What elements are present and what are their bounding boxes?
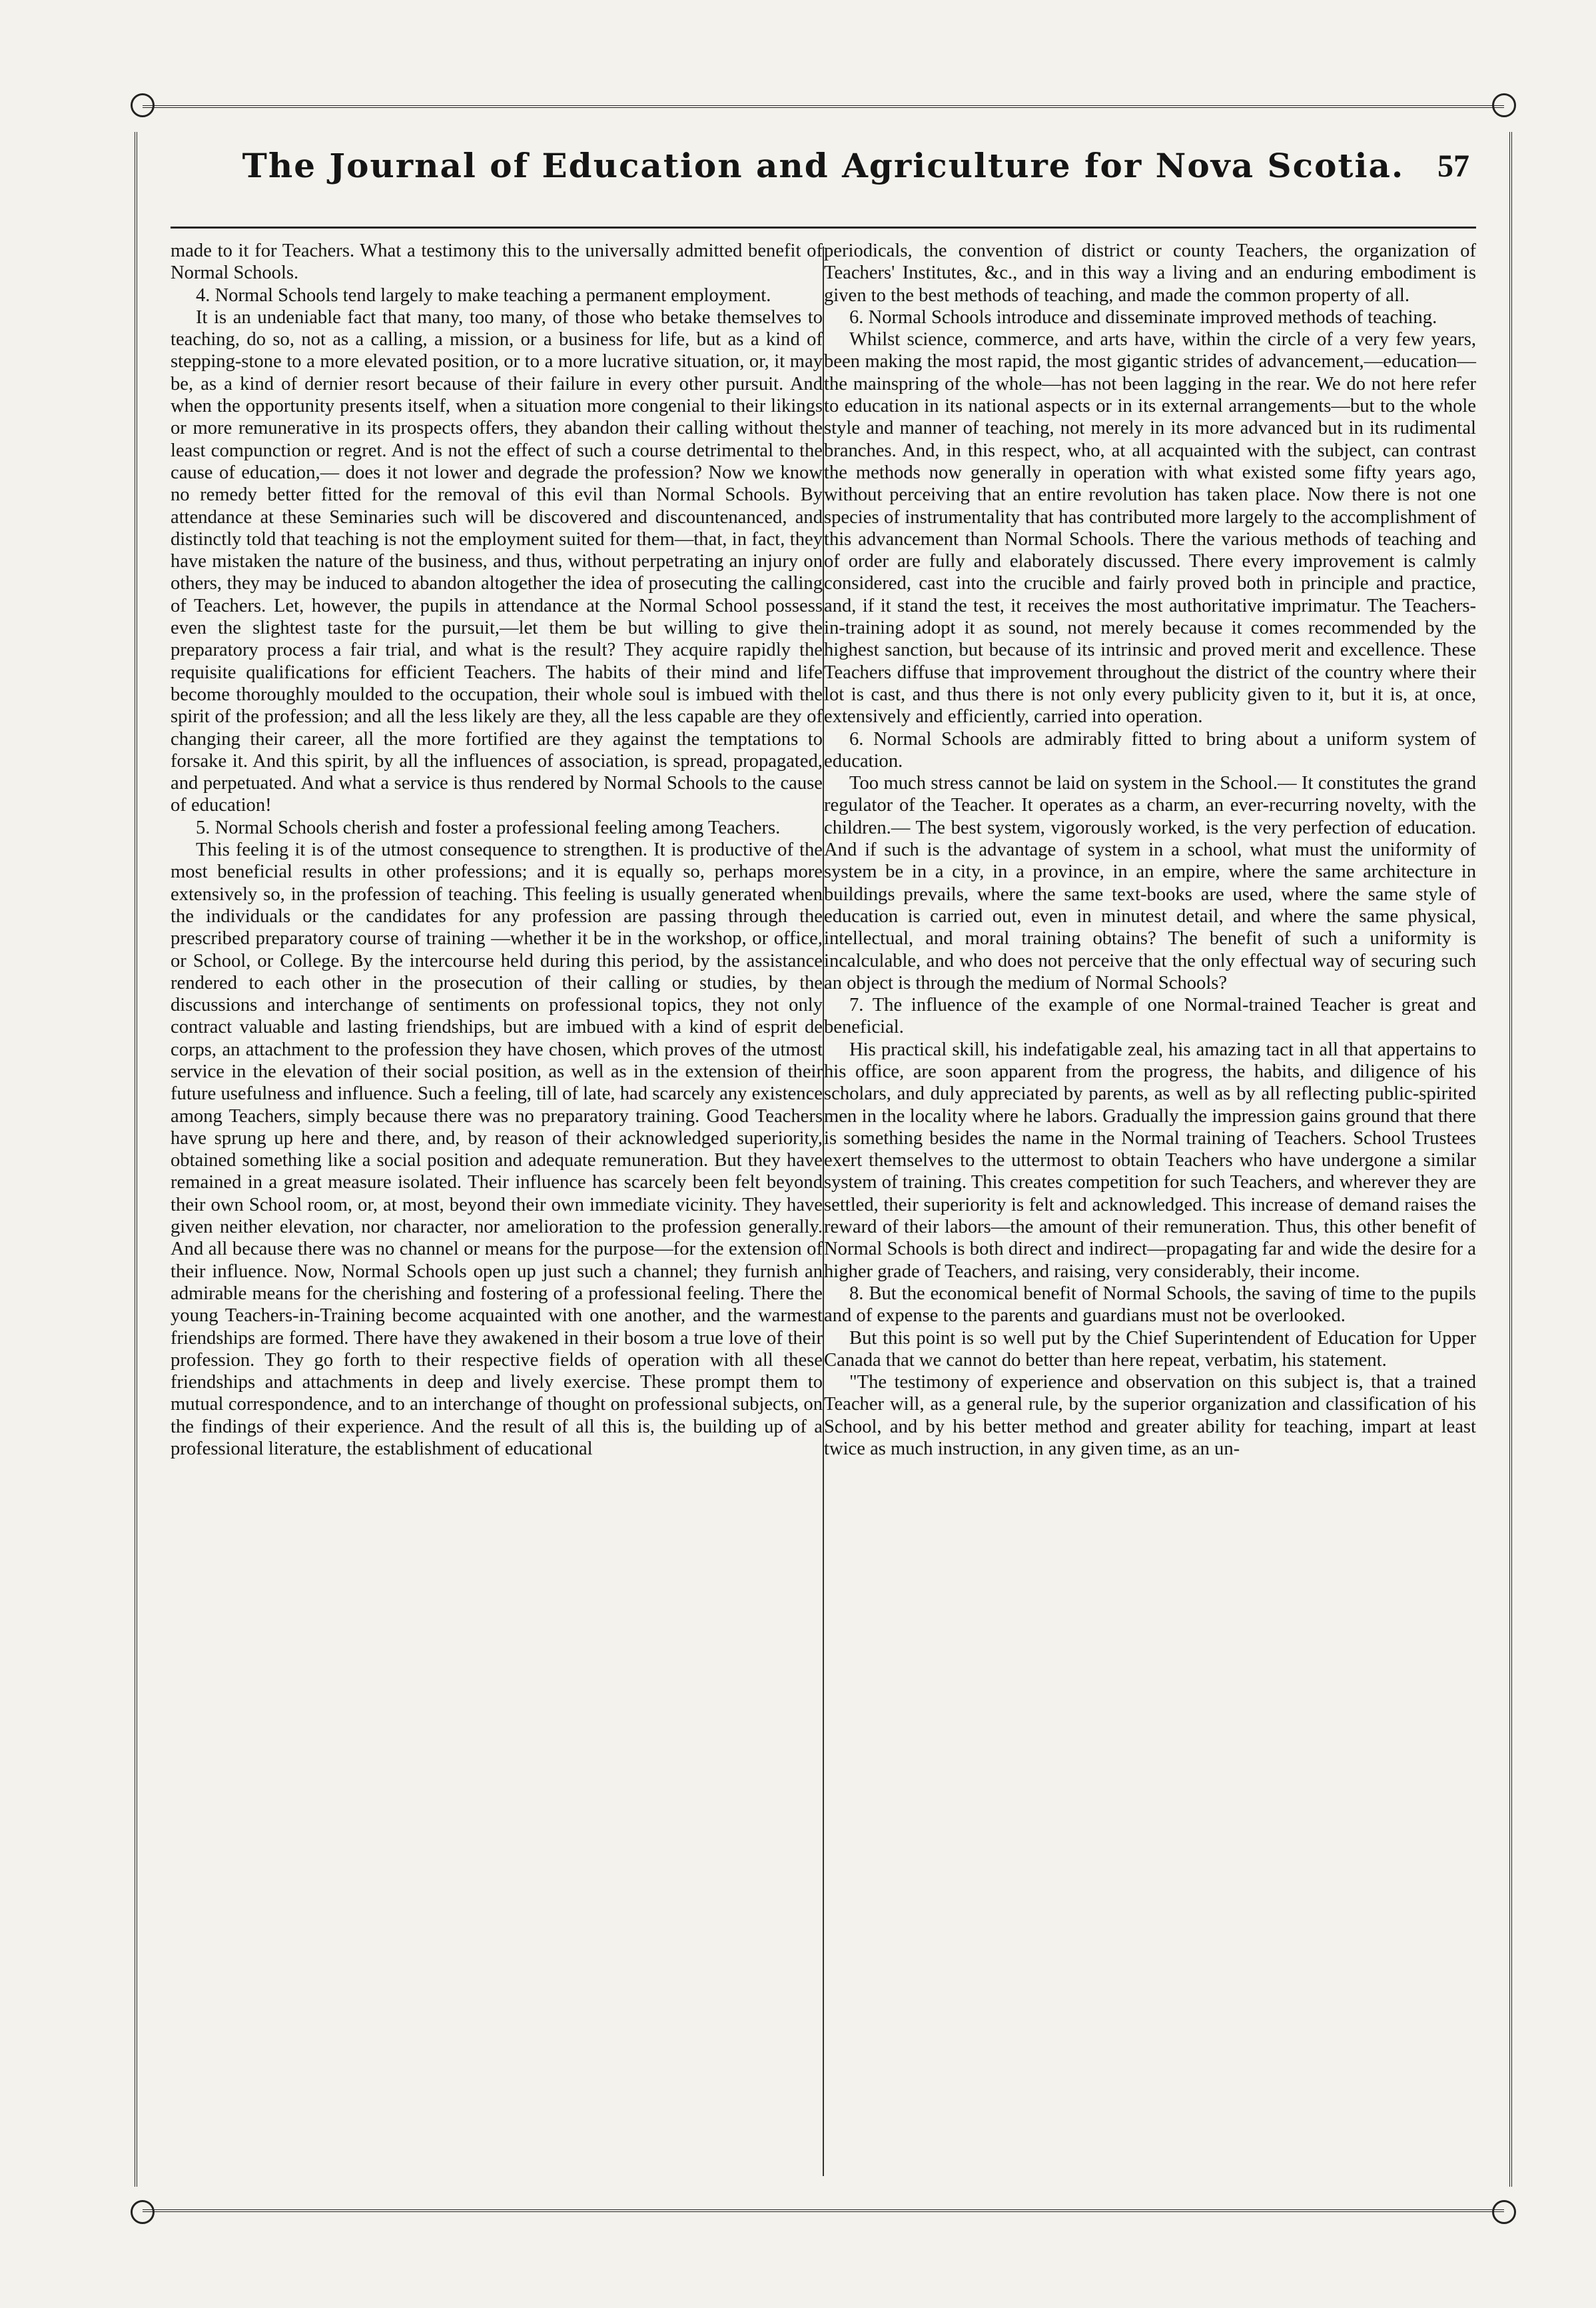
article-columns	[171, 240, 1476, 2176]
page-frame	[131, 85, 1516, 2233]
right-border-rule	[1509, 132, 1512, 2187]
paragraph: 4. Normal Schools tend largely to make teaching a permanent employment.	[196, 285, 771, 306]
paragraph: 6. Normal Schools are admirably fitted to bring about a uniform system of education.	[824, 728, 1476, 772]
page-number: 57	[1437, 149, 1469, 184]
ornament-corner-icon	[131, 2200, 155, 2224]
ornament-corner-icon	[1492, 2200, 1516, 2224]
paragraph: 7. The influence of the example of one Normal-trained Teacher is great and beneficial.	[824, 995, 1476, 1038]
paragraph: made to it for Teachers. What a testimony this to the universally admitted benefit of Normal Schools.	[171, 241, 823, 284]
paragraph: His practical skill, his indefatigable zeal, his amazing tact in all that appertains to his office, are soon apparent from the progress, the habits, and diligence of his scholars, and duly appreciated by parents, as well as by all reflecting public-spirited men in the locality where he labors. Gradually the impression gains ground that there is something besides the name in the Normal training of Teachers. School Trustees exert themselves to the uttermost to obtain Teachers who have undergone a similar system of training. This creates competition for such Teachers, and wherever they are settled, their superiority is felt and acknowledged. This increase of demand raises the reward of their labors—the amount of their remuneration. Thus, this other benefit of Normal Schools is both direct and indirect—propagating far and wide the desire for a higher grade of Teachers, and raising, very considerably, their income.	[824, 1039, 1476, 1282]
paragraph: Too much stress cannot be laid on system in the School.— It constitutes the grand regulator of the Teacher. It operates as a charm, an ever-recurring novelty, with the children.— The best system, vigorously worked, is the very perfection of education. And if such is the advantage of system in a school, what must the uniformity of system be in a city, in a province, in an empire, where the same architecture in buildings prevails, where the same text-books are used, where the same style of education is carried out, even in minutest detail, and where the same physical, intellectual, and moral training obtains? The benefit of such a uniformity is incalculable, and who does not perceive that the only effectual way of securing such an object is through the medium of Normal Schools?	[824, 773, 1476, 993]
paragraph: Whilst science, commerce, and arts have, within the circle of a very few years, been making the most rapid, the most gigantic strides of advancement,—education—the mainspring of the whole—has not been lagging in the rear. We do not here refer to education in its national aspects or in its external arrangements—but to the whole style and manner of teaching, not merely in its more advanced but in its rudimental branches. And, in this respect, who, at all acquainted with the subject, can contrast the methods now generally in operation with what existed some fifty years ago, without perceiving that an entire revolution has taken place. Now there is not one species of instrumentality that has contributed more largely to the accomplishment of this advancement than Normal Schools. There the various methods of teaching and of order are fully and elaborately discussed. There every improvement is calmly considered, cast into the crucible and fairly proved both in principle and practice, and, if it stand the test, it receives the most authoritative imprimatur. The Teachers-in-training adopt it as sound, not merely because it comes recommended by the highest sanction, but because of its intrinsic and proved merit and excellence. These Teachers diffuse that improvement throughout the district of the country where their lot is cast, and thus there is not only every publicity given to it, but it is, at once, extensively and efficiently, carried into operation.	[824, 329, 1476, 728]
paragraph: But this point is so well put by the Chief Superintendent of Education for Upper Canada that we cannot do better than here repeat, verbatim, his statement.	[824, 1327, 1476, 1371]
paragraph: It is an undeniable fact that many, too many, of those who betake themselves to teaching, do so, not as a calling, a mission, or a business for life, but as a kind of stepping-stone to a more elevated position, or to a more lucrative situation, or, it may be, as a kind of dernier resort because of their failure in every other pursuit. And when the opportunity presents itself, when a situation more congenial to their likings or more remunerative in its prospects offers, they abandon their calling without the least compunction or regret. And is not the effect of such a course detrimental to the cause of education,— does it not lower and degrade the profession? Now we know no remedy better fitted for the removal of this evil than Normal Schools. By attendance at these Seminaries such will be discovered and discountenanced, and distinctly told that teaching is not the employment suited for them—that, in fact, they have mistaken the nature of the business, and thus, without perpetrating an injury on others, they may be induced to abandon altogether the idea of prosecuting the calling of Teachers. Let, however, the pupils in attendance at the Normal School possess even the slightest taste for the pursuit,—let them be but willing to give the preparatory process a fair trial, and what is the result? They acquire rapidly the requisite qualifications for efficient Teachers. The habits of their mind and life become thoroughly moulded to the occupation, their whole soul is imbued with the spirit of the profession; and all the less likely are they, all the less capable are they of changing their career, all the more fortified are they against the temptations to forsake it. And this spirit, by all the influences of association, is spread, propagated, and perpetuated. And what a service is thus rendered by Normal Schools to the cause of education!	[171, 306, 823, 816]
bottom-border-rule	[143, 2209, 1504, 2212]
journal-title: The Journal of Education and Agriculture for Nova Scotia.	[242, 145, 1405, 185]
paragraph: 5. Normal Schools cherish and foster a professional feeling among Teachers.	[196, 817, 781, 838]
top-border-rule	[143, 105, 1504, 108]
paragraph: periodicals, the convention of district or county Teachers, the organization of Teachers' Institutes, &c., and in this way a living and an enduring embodiment is given to the best methods of teaching, and made the common property of all.	[824, 241, 1476, 306]
running-head	[171, 125, 1476, 205]
left-column	[171, 240, 823, 2176]
paragraph: 6. Normal Schools introduce and disseminate improved methods of teaching.	[849, 306, 1437, 328]
header-rule	[171, 227, 1476, 229]
left-border-rule	[135, 132, 137, 2187]
paragraph: This feeling it is of the utmost consequence to strengthen. It is productive of the most beneficial results in other professions; and it is equally so, perhaps more extensively so, in the profession of teaching. This feeling is usually generated when the individuals or the candidates for any profession are passing through the prescribed preparatory course of training —whether it be in the workshop, or office, or School, or College. By the intercourse held during this period, by the assistance rendered to each other in the prosecution of their calling or studies, by the discussions and interchange of sentiments on professional topics, they not only contract valuable and lasting friendships, but are imbued with a kind of esprit de corps, an attachment to the profession they have chosen, which proves of the utmost service in the elevation of their social position, as well as in the extension of their future usefulness and influence. Such a feeling, till of late, had scarcely any existence among Teachers, simply because there was no preparatory training. Good Teachers have sprung up here and there, and, by reason of their acknowledged superiority, obtained something like a social position and adequate remuneration. But they have remained in a great measure isolated. Their influence has scarcely been felt beyond their own School room, or, at most, beyond their own immediate vicinity. They have given neither elevation, nor character, nor amelioration to the profession generally. And all because there was no channel or means for the purpose—for the extension of their influence. Now, Normal Schools open up just such a channel; they furnish an admirable means for the cherishing and fostering of a professional feeling. There the young Teachers-in-Training become acquainted with one another, and the warmest friendships are formed. There have they awakened in their bosom a true love of their profession. They go forth to their respective fields of operation with all these friendships and attachments in deep and lively exercise. These prompt them to mutual correspondence, and to an interchange of thought on professional subjects, on the findings of their experience. And the result of all this is, the building up of a professional literature, the establishment of educational	[171, 840, 823, 1460]
paragraph: 8. But the economical benefit of Normal Schools, the saving of time to the pupils and of expense to the parents and guardians must not be overlooked.	[824, 1283, 1476, 1327]
paragraph: "The testimony of experience and observation on this subject is, that a trained Teacher will, as a general rule, by the superior organization and classification of his School, and by his better method and greater ability for teaching, impart at least twice as much instruction, in any given time, as an un-	[824, 1372, 1476, 1460]
right-column	[824, 240, 1476, 2176]
